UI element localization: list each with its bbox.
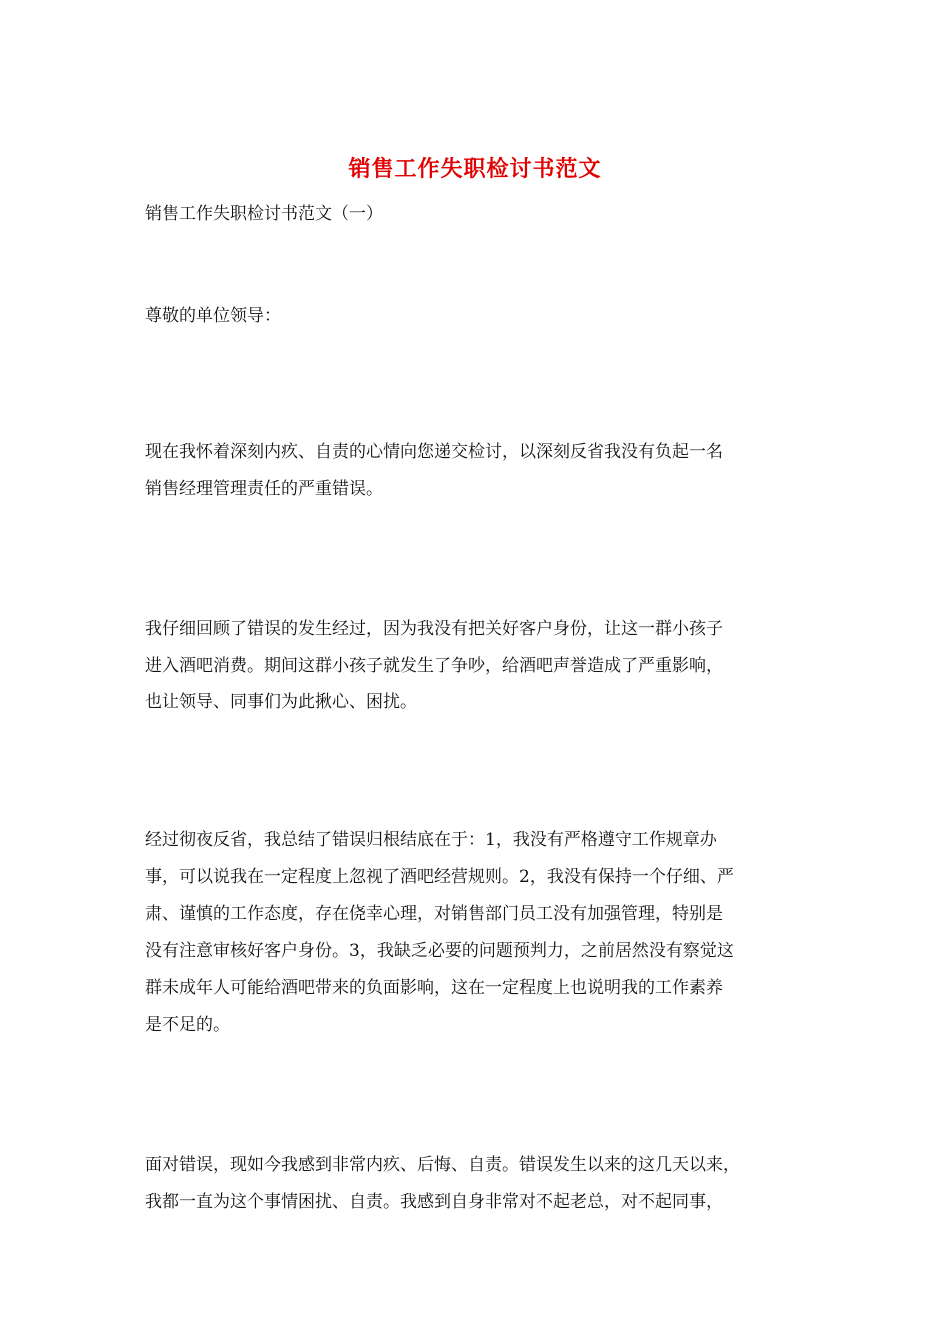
paragraph-4-line-2: 我都一直为这个事情困扰、自责。我感到自身非常对不起老总，对不起同事， xyxy=(145,1192,723,1212)
paragraph-4-line-1: 面对错误，现如今我感到非常内疚、后悔、自责。错误发生以来的这几天以来， xyxy=(145,1155,740,1175)
salutation: 尊敬的单位领导： xyxy=(145,306,281,326)
paragraph-3-line-3: 肃、谨慎的工作态度，存在侥幸心理，对销售部门员工没有加强管理，特别是 xyxy=(145,904,723,924)
paragraph-2-line-2: 进入酒吧消费。期间这群小孩子就发生了争吵，给酒吧声誉造成了严重影响， xyxy=(145,656,723,676)
paragraph-2-line-1: 我仔细回顾了错误的发生经过，因为我没有把关好客户身份，让这一群小孩子 xyxy=(145,619,723,639)
paragraph-3-line-2: 事，可以说我在一定程度上忽视了酒吧经营规则。2，我没有保持一个仔细、严 xyxy=(145,867,734,887)
paragraph-3-line-1: 经过彻夜反省，我总结了错误归根结底在于：1，我没有严格遵守工作规章办 xyxy=(145,830,717,850)
document-subtitle: 销售工作失职检讨书范文（一） xyxy=(145,204,383,224)
paragraph-3-line-5: 群未成年人可能给酒吧带来的负面影响，这在一定程度上也说明我的工作素养 xyxy=(145,978,723,998)
paragraph-3-line-6: 是不足的。 xyxy=(145,1015,230,1035)
document-title: 销售工作失职检讨书范文 xyxy=(348,156,602,182)
paragraph-3-line-4: 没有注意审核好客户身份。3，我缺乏必要的问题预判力，之前居然没有察觉这 xyxy=(145,941,734,961)
paragraph-1-line-1: 现在我怀着深刻内疚、自责的心情向您递交检讨，以深刻反省我没有负起一名 xyxy=(145,442,723,462)
paragraph-2-line-3: 也让领导、同事们为此揪心、困扰。 xyxy=(145,692,417,712)
paragraph-1-line-2: 销售经理管理责任的严重错误。 xyxy=(145,479,383,499)
